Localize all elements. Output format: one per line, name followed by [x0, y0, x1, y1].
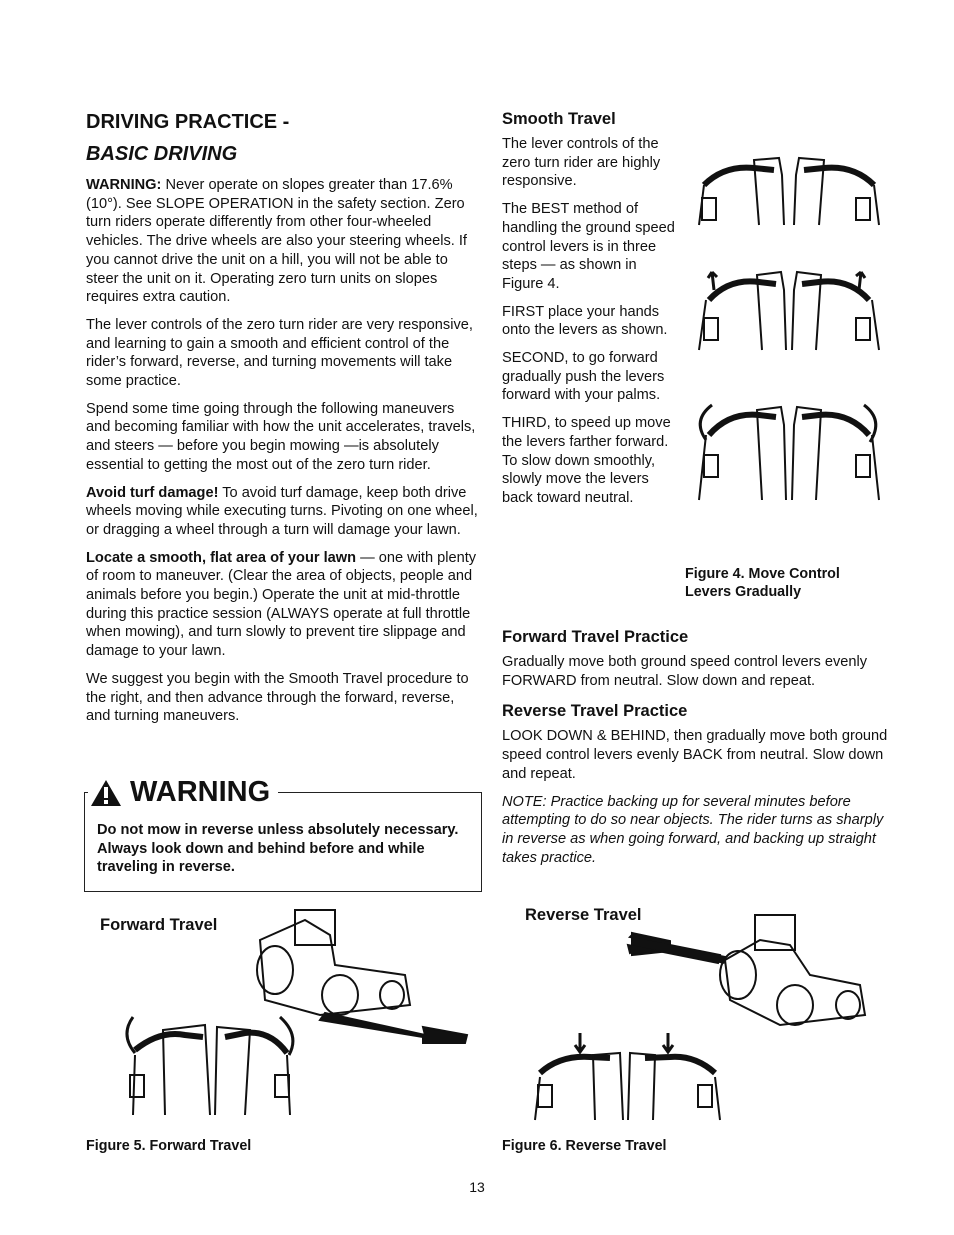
forward-practice-text: Gradually move both ground speed control levers evenly FORWARD from neutral. Slow down and repeat.: [502, 654, 868, 689]
warning-triangle-icon: [90, 779, 122, 807]
warning-label: WARNING:: [86, 177, 162, 193]
page-number: 13: [469, 1179, 485, 1195]
reverse-practice-title: Reverse Travel Practice: [502, 702, 688, 721]
figure-4-caption-line2: Levers Gradually: [685, 584, 802, 600]
lever-controls-paragraph: The lever controls of the zero turn rider are very responsive, and learning to gain a smooth and efficient control of the rider’s forward, reverse, and turning movements will take some practice.: [86, 316, 473, 390]
figure-4-caption-line1: Figure 4. Move Control: [685, 566, 840, 582]
practice-note: NOTE: Practice backing up for several minutes before attempting to do so near objects. The rider turns as sharply in reverse as when going forward, and backing up straight takes practice.: [502, 793, 884, 866]
figure-5-label: Forward Travel: [100, 916, 218, 934]
smooth-travel-section: [502, 110, 682, 517]
flat-area-text: — one with plenty of room to maneuver. (Clear the area of objects, people and animals before you begin.) Operate the unit at mid-throttle during this practice session (ALWAYS operate at full throttle when mowing), and turn slowly to prevent tire slippage and damage to your lawn.: [86, 549, 477, 660]
flat-area-paragraph: [86, 549, 482, 661]
maneuvers-paragraph: Spend some time going through the following maneuvers and becoming familiar with how the unit accelerates, travels, and steers — before you begin mowing —is absolutely essential to getting the most out of the zero turn rider.: [86, 400, 476, 473]
figure-6-illustration: [520, 905, 880, 1125]
figure-5-illustration: [105, 905, 470, 1120]
reverse-practice-text: LOOK DOWN & BEHIND, then gradually move both ground speed control levers evenly BACK from neutral. Slow down and repeat.: [502, 728, 888, 782]
flat-area-label: Locate a smooth, flat area of your lawn: [86, 549, 357, 566]
figure-4-illustration: [684, 150, 894, 530]
smooth-travel-p4: SECOND, to go forward gradually push the levers forward with your palms.: [502, 350, 665, 404]
figure-4-caption: [685, 565, 885, 601]
turf-damage-paragraph: [86, 484, 482, 540]
turf-damage-text: To avoid turf damage, keep both drive wheels moving while executing turns. Pivoting on one wheel, or dragging a wheel through a turn will damage your lawn.: [86, 484, 478, 538]
section-subtitle: BASIC DRIVING: [86, 143, 238, 165]
slope-warning-text: Never operate on slopes greater than 17.6% (10°). See SLOPE OPERATION in the safety section. Zero turn riders operate differently from other four-wheeled vehicles. The drive wheels are also your steering wheels. If you cannot drive the unit on a hill, you will not be able to steer the unit on it. Operating zero turn units on slopes requires extra caution.: [86, 177, 467, 306]
figure-6-caption: Figure 6. Reverse Travel: [502, 1138, 667, 1154]
section-title: DRIVING PRACTICE -: [86, 111, 290, 133]
left-column: [86, 108, 482, 735]
warning-body: Do not mow in reverse unless absolutely necessary. Always look down and behind before and while traveling in reverse.: [97, 822, 459, 876]
turf-damage-label: Avoid turf damage!: [86, 484, 219, 501]
warning-title-text: WARNING: [130, 776, 271, 808]
practice-section: [502, 628, 894, 876]
forward-practice-title: Forward Travel Practice: [502, 628, 689, 646]
figure-5-caption: Figure 5. Forward Travel: [86, 1138, 252, 1154]
suggestion-paragraph: We suggest you begin with the Smooth Travel procedure to the right, and then advance through the forward, reverse, and turning maneuvers.: [86, 670, 469, 725]
figure-6-label: Reverse Travel: [525, 906, 642, 924]
smooth-travel-p5: THIRD, to speed up move the levers farther forward. To slow down smoothly, slowly move the levers back toward neutral.: [502, 415, 671, 506]
slope-warning-paragraph: [86, 176, 482, 307]
warning-title: [88, 776, 278, 809]
smooth-travel-p2: The BEST method of handling the ground speed control levers is in three steps — as shown in Figure 4.: [502, 201, 675, 292]
smooth-travel-p1: The lever controls of the zero turn rider are highly responsive.: [502, 136, 661, 190]
smooth-travel-title: Smooth Travel: [502, 110, 616, 128]
smooth-travel-p3: FIRST place your hands onto the levers as shown.: [502, 303, 668, 339]
